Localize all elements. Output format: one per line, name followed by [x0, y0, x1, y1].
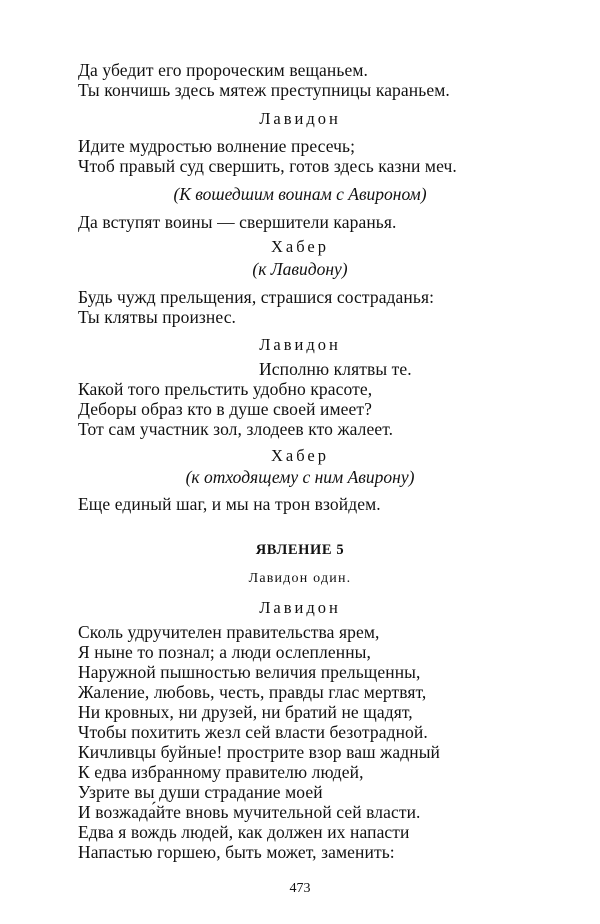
scene-heading: ЯВЛЕНИЕ 5 — [255, 542, 345, 558]
speaker-name: Лавидон — [259, 335, 341, 354]
page-number: 473 — [289, 881, 311, 896]
verse-line: Ты кончишь здесь мятеж преступницы караньем. — [78, 80, 450, 100]
speaker-name: Хабер — [271, 446, 329, 465]
speaker-name: Лавидон — [259, 598, 341, 617]
verse-line: Кичливцы буйные! прострите взор ваш жадный — [78, 742, 441, 762]
speaker-name: Лавидон — [259, 109, 341, 128]
verse-line: Чтобы похитить жезл сей власти безотрадной. — [78, 722, 428, 742]
verse-line: И возжада́йте вновь мучительной сей власти. — [78, 802, 421, 822]
verse-line: Какой того прельстить удобно красоте, — [78, 379, 373, 399]
verse-line: Будь чужд прельщения, страшися состраданья: — [78, 287, 435, 307]
verse-line: К едва избранному правителю людей, — [78, 762, 364, 782]
verse-line: Ни кровных, ни друзей, ни братий не щадят, — [78, 702, 413, 722]
verse-line: Исполню клятвы те. — [259, 359, 412, 379]
verse-line: Чтоб правый суд свершить, готов здесь казни меч. — [78, 156, 457, 176]
verse-line: Сколь удручителен правительства ярем, — [78, 622, 380, 642]
verse-line: Еще единый шаг, и мы на трон взойдем. — [78, 494, 381, 514]
speaker-name: Хабер — [271, 237, 329, 256]
verse-line: Идите мудростью волнение пресечь; — [78, 136, 356, 156]
verse-line: Да вступят воины — свершители каранья. — [78, 212, 397, 232]
verse-line: Да убедит его пророческим вещаньем. — [78, 60, 368, 80]
verse-line: Едва я вождь людей, как должен их напасти — [78, 822, 410, 842]
verse-line: Жаление, любовь, честь, правды глас мертвят, — [78, 682, 427, 702]
stage-direction: (к Лавидону) — [252, 259, 348, 279]
verse-line: Напастью горшею, быть может, заменить: — [78, 842, 395, 862]
verse-line: Тот сам участник зол, злодеев кто жалеет. — [78, 419, 394, 439]
verse-line: Ты клятвы произнес. — [78, 307, 237, 327]
verse-line: Деборы образ кто в душе своей имеет? — [78, 399, 373, 419]
verse-line: Наружной пышностью величия прельщенны, — [78, 662, 421, 682]
verse-line: Узрите вы души страдание моей — [78, 782, 323, 802]
stage-direction: (К вошедшим воинам с Авироном) — [173, 184, 427, 204]
stage-direction: (к отходящему с ним Авирону) — [185, 467, 415, 487]
scene-note: Лавидон один. — [248, 571, 352, 586]
verse-line: Я ныне то познал; а люди ослепленны, — [78, 642, 371, 662]
